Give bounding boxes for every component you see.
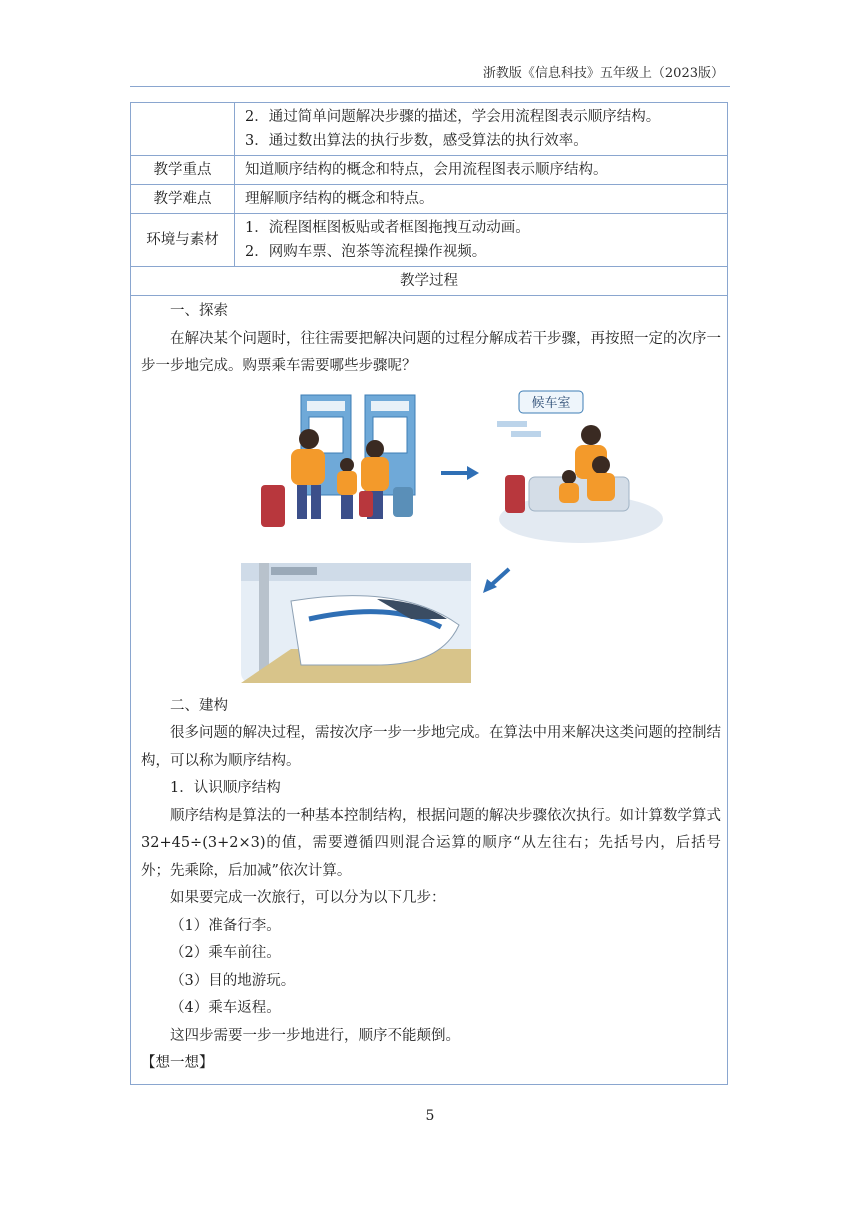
page-header: 浙教版《信息科技》五年级上（2023版）: [482, 66, 724, 81]
arrow-right-icon: [441, 466, 479, 480]
process-content: [131, 296, 733, 1084]
objectives-row: [131, 103, 727, 156]
ticket-train-illustration: [141, 387, 721, 689]
key-points-row: [131, 156, 727, 185]
materials-label: 环境与素材: [131, 214, 235, 266]
subsection-heading: 1．认识顺序结构: [170, 780, 281, 796]
step-1: （1）准备行李。: [170, 917, 281, 934]
header-rule: [130, 86, 730, 87]
arrow-down-left-icon: [483, 569, 509, 593]
waiting-room-scene: [497, 391, 663, 543]
construct-paragraph: 很多问题的解决过程，需按次序一步一步地完成。在算法中用来解决这类问题的控制结构，可以称为顺序结构。: [141, 725, 721, 769]
explore-paragraph: 在解决某个问题时，往往需要把解决问题的过程分解成若干步骤，再按照一定的次序一步一步地完成。购票乘车需要哪些步骤呢？: [141, 330, 721, 374]
train-platform-scene: [241, 563, 471, 683]
illustration-svg: [141, 387, 721, 689]
page-number: 5: [425, 1108, 435, 1124]
difficulties-row: [131, 185, 727, 214]
sequence-structure-paragraph: 顺序结构是算法的一种基本控制结构，根据问题的解决步骤依次执行。如计算数学算式 32+45÷(3+2×3)的值，需要遵循四则混合运算的顺序“从左往右；先括号内，后括号外；先乘除，后加减”依次计算。: [141, 807, 721, 879]
waiting-room-sign: 候车室: [531, 395, 571, 411]
material-item-1: 1．流程图框图板贴或者框图拖拽互动动画。: [245, 220, 530, 236]
step-4: （4）乘车返程。: [170, 1000, 281, 1016]
difficulties-text: 理解顺序结构的概念和特点。: [245, 191, 434, 207]
objective-3: 3．通过数出算法的执行步数，感受算法的执行效率。: [245, 133, 588, 149]
order-paragraph: 这四步需要一步一步地进行，顺序不能颠倒。: [170, 1027, 460, 1044]
trip-intro-paragraph: 如果要完成一次旅行，可以分为以下几步：: [170, 890, 446, 906]
process-title: 教学过程: [400, 273, 458, 289]
section-construct-heading: 二、建构: [170, 697, 228, 714]
material-item-2: 2．网购车票、泡茶等流程操作视频。: [245, 244, 487, 260]
think-heading: 【想一想】: [141, 1055, 214, 1071]
key-points-text: 知道顺序结构的概念和特点，会用流程图表示顺序结构。: [245, 162, 608, 178]
materials-content: [235, 214, 727, 266]
process-title-row: [131, 267, 727, 296]
step-2: （2）乘车前往。: [170, 945, 281, 961]
difficulties-label: 教学难点: [131, 185, 235, 213]
objective-2: 2．通过简单问题解决步骤的描述，学会用流程图表示顺序结构。: [245, 109, 661, 125]
section-explore-heading: 一、探索: [170, 303, 228, 319]
key-points-label: 教学重点: [131, 156, 235, 184]
objectives-label-cell: [131, 103, 235, 155]
materials-row: [131, 214, 727, 267]
lesson-table: [130, 102, 728, 1085]
objectives-content: [235, 103, 727, 155]
step-3: （3）目的地游玩。: [170, 972, 296, 989]
process-row: [131, 296, 727, 1084]
